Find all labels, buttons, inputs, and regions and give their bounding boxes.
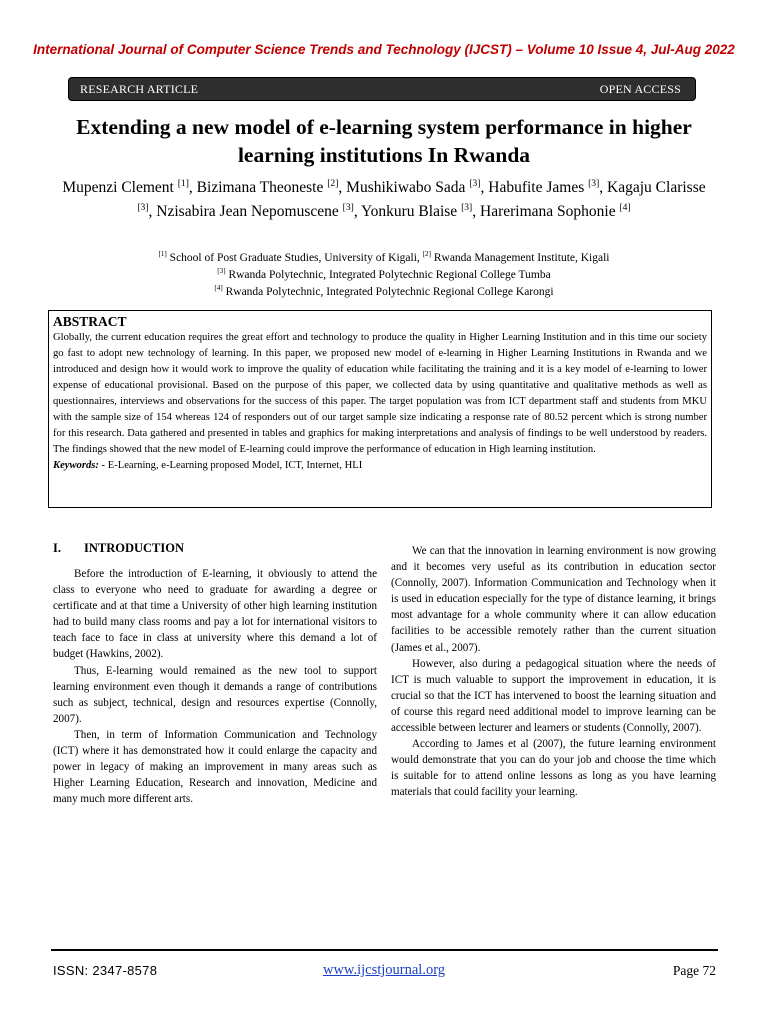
affil-mark: [3]: [217, 267, 226, 276]
author-name: , Mushikiwabo Sada: [338, 179, 470, 196]
footer-website-link[interactable]: www.ijcstjournal.org: [322, 962, 446, 978]
affil-text: Rwanda Polytechnic, Integrated Polytechnic Regional College Tumba: [225, 269, 551, 281]
affiliation-line: [60, 267, 708, 284]
author-name: , Yonkuru Blaise: [353, 202, 462, 220]
keywords-label: Keywords: -: [53, 460, 106, 471]
author-affil-mark: [4]: [619, 201, 631, 213]
open-access-label: OPEN ACCESS: [599, 82, 681, 96]
author-affil-mark: [3]: [469, 177, 481, 189]
affiliation-line: [60, 284, 708, 301]
affil-text: Rwanda Management Institute, Kigali: [430, 252, 610, 264]
author-name: , Harerimana Sophonie: [472, 202, 620, 220]
author-affil-mark: [3]: [137, 201, 149, 213]
author-affil-mark: [3]: [588, 177, 600, 189]
affil-text: School of Post Graduate Studies, University of Kigali,: [166, 252, 423, 264]
left-column: [53, 540, 377, 807]
keywords-text: E-Learning, e-Learning proposed Model, ICT, Internet, HLI: [105, 460, 363, 471]
paragraph: Then, in term of Information Communication and Technology (ICT) where it has demonstrated how it could enlarge the capacity and power in legacy of making an improvement in many areas such as Higher Learning Education, Research and innovation, Medicine and many much more different arts.: [53, 728, 377, 806]
footer-rule: [51, 949, 718, 951]
paragraph: According to James et al (2007), the future learning environment would demonstrate that you can do your job and choose the time which is suitable for to attend online lessons as long as you have learning materials that could facility your learning.: [391, 738, 716, 799]
paper-title: Extending a new model of e-learning system performance in higher learning institutions In Rwanda: [76, 115, 692, 167]
research-article-label: RESEARCH ARTICLE: [80, 82, 199, 96]
abstract-heading: ABSTRACT: [53, 314, 127, 329]
right-column: [391, 543, 716, 801]
section-heading: [53, 540, 377, 556]
author-name: , Nzisabira Jean Nepomuscene: [148, 202, 343, 220]
affiliations: [60, 250, 708, 301]
affiliation-line: [60, 250, 708, 267]
keywords: [53, 458, 707, 473]
section-number: I.: [53, 541, 61, 555]
author-affil-mark: [1]: [177, 177, 189, 189]
paragraph: Before the introduction of E-learning, it obviously to attend the class to everyone who need to graduate for awarding a degree or certificate and at that time a University of other high learning institution had to build many class rooms and pay a lot for international visitors to teach face to face in class at university where this demand a lot of budget (Hawkins, 2002).: [53, 568, 377, 661]
abstract-text: Globally, the current education requires the great effort and technology to produce the quality in Higher Learning Institution and in this time our society go fast to adopt new technology of learning. In this paper, we proposed new model of e-learning in Higher Learning Institutions in Rwanda and we introduced and design how it would work to improve the quality of education while facilitating the training and it is a key model of e-learning to lower expense of educational provisional. Based on the purpose of this paper, we collected data by using quantitative and qualitative methods as well as questionnaires, interviews and observations for the success of this paper. The target population was from ICT department staff and students from MKU with the sample size of 154 whereas 124 of responders out of our target sample size indicating a response rate of 80.52 percent which is strong number for this research. Data gathered and presented in tables and graphics for making interpretations and analysis of findings to be well understood by readers. The findings showed that the new model of E-learning could improve the performance of education in High learning institution.: [53, 332, 707, 455]
affil-mark: [4]: [214, 284, 223, 293]
footer-page-number: Page 72: [672, 963, 716, 978]
author-affil-mark: [2]: [327, 177, 339, 189]
paragraph: We can that the innovation in learning environment is now growing and it becomes very useful as its contribution in education sector (Connolly, 2007). Information Communication and Technology when it is used in education especially for the type of distance learning, it brings most advantage for a whole community where it can allow education facilities to be accessible remotely rather than the current situation (James et al., 2007).: [391, 545, 716, 654]
author-name: , Habufite James: [480, 179, 589, 196]
affil-text: Rwanda Polytechnic, Integrated Polytechnic Regional College Karongi: [222, 286, 554, 298]
paragraph: Thus, E-learning would remained as the new tool to support learning environment even though it demands a range of contributions such as subject, technical, design and resources expertise (Connolly, 2007).: [53, 664, 377, 725]
article-type-banner: [69, 78, 695, 100]
affil-mark: [2]: [422, 250, 431, 259]
author-affil-mark: [3]: [461, 201, 473, 213]
paragraph: However, also during a pedagogical situation where the needs of ICT is much valuable to support the improvement in education, it is crucial so that the ICT has intervened to boost the learning situation and of course this regard need additional model to improve learning can be accessible between lecturer and learners or students (Connolly, 2007).: [391, 657, 716, 735]
footer-issn: ISSN: 2347-8578: [53, 963, 158, 978]
journal-header: International Journal of Computer Science Trends and Technology (IJCST) – Volume 10 Issue 4, Jul-Aug 2022: [33, 42, 735, 57]
abstract-box: [48, 310, 712, 508]
author-list: [55, 176, 713, 223]
author-affil-mark: [3]: [342, 201, 354, 213]
author-name: Mupenzi Clement: [62, 179, 178, 196]
section-title: INTRODUCTION: [84, 541, 185, 555]
affil-mark: [1]: [158, 250, 167, 259]
author-name: , Kagaju Clarisse: [599, 179, 706, 196]
author-name: , Bizimana Theoneste: [188, 179, 328, 196]
